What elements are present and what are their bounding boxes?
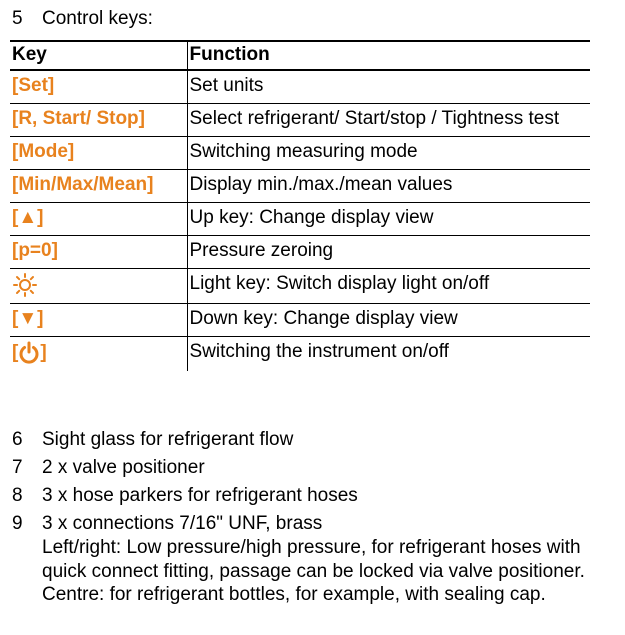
list-item bbox=[12, 456, 612, 480]
list-item bbox=[12, 512, 612, 607]
power-icon bbox=[18, 341, 40, 365]
function-cell: Display min./max./mean values bbox=[187, 170, 590, 203]
item-number: 6 bbox=[12, 429, 23, 450]
component-list bbox=[12, 428, 612, 611]
table-row bbox=[10, 203, 590, 236]
table-row bbox=[10, 236, 590, 269]
function-cell: Switching the instrument on/off bbox=[187, 337, 590, 372]
table-row bbox=[10, 304, 590, 337]
table-row bbox=[10, 170, 590, 203]
bracket-close: ] bbox=[40, 342, 47, 364]
header-function: Function bbox=[187, 41, 590, 70]
item-text: 2 x valve positioner bbox=[42, 457, 205, 478]
table-row bbox=[10, 104, 590, 137]
table-row bbox=[10, 269, 590, 304]
key-up: [▲] bbox=[10, 203, 187, 236]
light-sun-icon bbox=[12, 273, 38, 297]
control-keys-table bbox=[10, 40, 590, 371]
list-item bbox=[12, 428, 612, 452]
section-heading bbox=[12, 8, 153, 30]
key-down: [▼] bbox=[10, 304, 187, 337]
table-header-row bbox=[10, 41, 590, 70]
table-row bbox=[10, 337, 590, 372]
key-power bbox=[10, 337, 187, 372]
item-text: Sight glass for refrigerant flow bbox=[42, 429, 294, 450]
function-cell: Set units bbox=[187, 70, 590, 104]
item-description: Left/right: Low pressure/high pressure, for refrigerant hoses with quick connect fitting, passage can be locked via valve positioner. Centre: for refrigerant bottles, for example, with sealing cap. bbox=[42, 537, 585, 605]
bracket-open: [ bbox=[12, 342, 19, 364]
function-cell: Down key: Change display view bbox=[187, 304, 590, 337]
key-light bbox=[10, 269, 187, 304]
function-cell: Up key: Change display view bbox=[187, 203, 590, 236]
function-cell: Select refrigerant/ Start/stop / Tightness test bbox=[187, 104, 590, 137]
header-key: Key bbox=[10, 41, 187, 70]
item-text: 3 x hose parkers for refrigerant hoses bbox=[42, 485, 358, 506]
item-number: 8 bbox=[12, 485, 23, 506]
function-cell: Pressure zeroing bbox=[187, 236, 590, 269]
key-mode: [Mode] bbox=[10, 137, 187, 170]
function-cell: Light key: Switch display light on/off bbox=[187, 269, 590, 304]
table-row bbox=[10, 70, 590, 104]
section-number: 5 bbox=[12, 8, 23, 29]
function-cell: Switching measuring mode bbox=[187, 137, 590, 170]
key-min-max-mean: [Min/Max/Mean] bbox=[10, 170, 187, 203]
item-text: 3 x connections 7/16" UNF, brass bbox=[42, 513, 323, 534]
section-title: Control keys: bbox=[42, 8, 153, 29]
item-number: 7 bbox=[12, 457, 23, 478]
key-p-zero: [p=0] bbox=[10, 236, 187, 269]
key-r-start-stop: [R, Start/ Stop] bbox=[10, 104, 187, 137]
table-row bbox=[10, 137, 590, 170]
item-number: 9 bbox=[12, 513, 23, 534]
list-item bbox=[12, 484, 612, 508]
key-set: [Set] bbox=[10, 70, 187, 104]
